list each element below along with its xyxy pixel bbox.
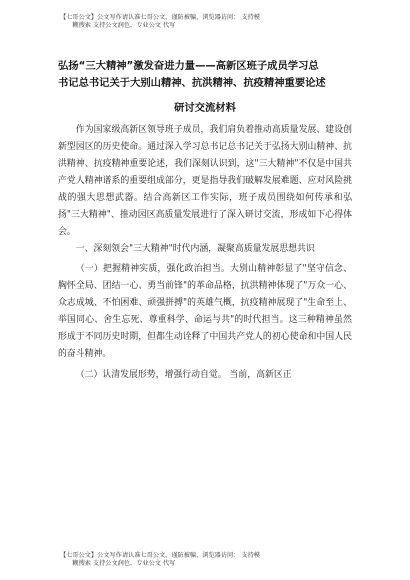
document-body bbox=[58, 122, 352, 384]
title-line-3: 研讨交流材料 bbox=[174, 102, 236, 114]
paragraph-intro: 作为国家级高新区领导班子成员，我们肩负着推动高质量发展、建设创新型园区的历史使命。通过深入学习总书记总书记关于弘扬大别山精神、抗洪精神、抗疫精神重要论述，我们深刻认识到，这"三大精神"不仅是中国共产党人精神谱系的重要组成部分，更是指导我们破解发展难题、应对风险挑战的强大思想武器。结合高新区工作实际，班子成员围绕如何传承和弘扬"三大精神"、推动园区高质量发展进行了深入研讨交流，形成如下心得体会。 bbox=[58, 125, 352, 237]
header-notice bbox=[60, 14, 260, 30]
header-line-1: 【七哥公文】公文写作请认准七哥公文，谨防被骗，浏览器访问： 支持模 bbox=[60, 14, 260, 21]
paragraph-subsection-2: （二）认清发展形势，增强行动自觉。 当前，高新区正 bbox=[75, 370, 292, 380]
footer-line-1: 【七哥公文】公文写作请认准七哥公文，谨防被骗，浏览器访问： 支持模 bbox=[60, 552, 260, 559]
header-line-2: 糊搜索 支持公文润色，专业公文 代写 bbox=[72, 22, 176, 29]
footer-notice bbox=[60, 552, 260, 568]
footer-line-2: 糊搜索 支持公文润色，专业公文 代写 bbox=[72, 560, 176, 567]
title-line-1: 弘扬“三大精神”激发奋进力量——高新区班子成员学习总 bbox=[58, 60, 319, 72]
section-heading-1: 一、深刻领会"三大精神"时代内涵，凝聚高质量发展思想共识 bbox=[75, 244, 315, 254]
paragraph-subsection-1: （一）把握精神实质，强化政治担当。大别山精神彰显了"坚守信念、胸怀全局、团结一心、勇当前锋"的革命品格，抗洪精神体现了"万众一心、众志成城、不怕困难、顽强拼搏"的英雄气概，抗疫精神展现了"生命至上、举国同心、舍生忘死、尊重科学、命运与共"的时代担当。这三种精神虽然形成于不同历史时期，但都生动诠释了中国共产党人的初心使命和中国人民的奋斗精神。 bbox=[58, 264, 352, 359]
title-line-2: 书记总书记关于大别山精神、抗洪精神、抗疫精神重要论述 bbox=[58, 77, 326, 89]
document-title bbox=[58, 58, 352, 117]
